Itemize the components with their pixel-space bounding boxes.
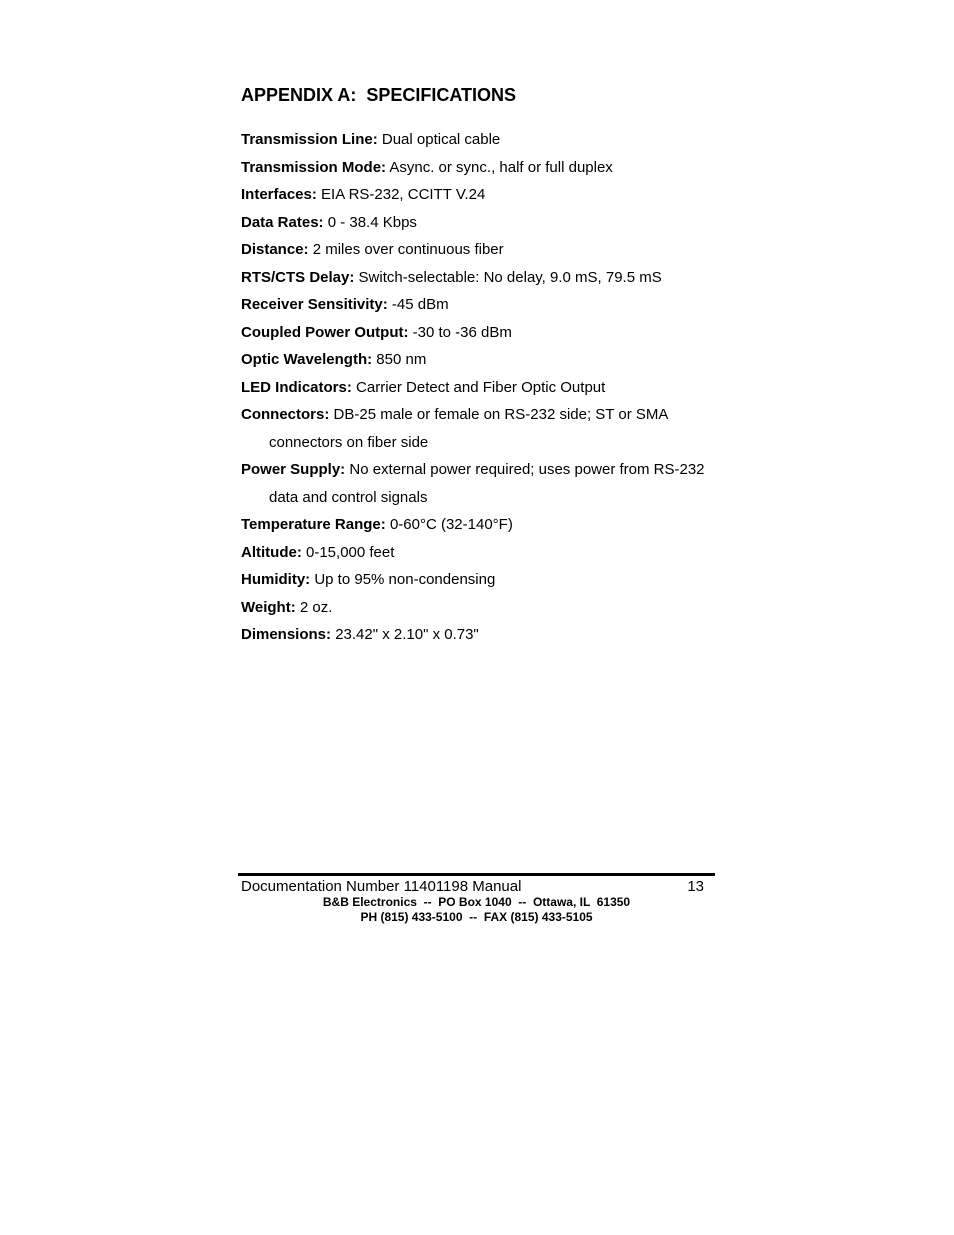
spec-value: 0-15,000 feet: [306, 543, 395, 561]
spec-item: [241, 154, 721, 182]
spec-item: [241, 319, 721, 347]
spec-value: 0 - 38.4 Kbps: [327, 213, 417, 231]
spec-item: [241, 401, 721, 456]
spec-item: [241, 594, 721, 622]
spec-label: Transmission Mode:: [241, 158, 387, 176]
spec-label: Data Rates:: [241, 213, 324, 231]
spec-value: 2 miles over continuous fiber: [312, 241, 504, 258]
spec-label: Altitude:: [241, 543, 302, 561]
spec-item: [241, 566, 721, 594]
spec-label: Optic Wavelength:: [241, 351, 373, 368]
footer-divider: [238, 873, 715, 876]
spec-value: Switch-selectable: No delay, 9.0 mS, 79.5 mS: [358, 268, 662, 286]
spec-label: Receiver Sensitivity:: [241, 296, 388, 313]
spec-item: [241, 264, 721, 292]
spec-label: Humidity:: [241, 571, 311, 588]
spec-item: [241, 236, 721, 264]
footer-phone: PH (815) 433-5100 -- FAX (815) 433-5105: [360, 910, 593, 924]
spec-value: 850 nm: [376, 351, 427, 368]
spec-value: Async. or sync., half or full duplex: [389, 158, 613, 176]
spec-item: [241, 181, 721, 209]
spec-item: [241, 346, 721, 374]
specifications-list: [241, 126, 721, 649]
spec-item: [241, 291, 721, 319]
page-number: 13: [687, 878, 704, 895]
spec-label: Power Supply:: [241, 461, 346, 478]
spec-label: Weight:: [241, 598, 296, 616]
spec-item: [241, 374, 721, 402]
spec-value: -30 to -36 dBm: [412, 323, 512, 341]
spec-label: RTS/CTS Delay:: [241, 268, 355, 286]
spec-item: [241, 539, 721, 567]
page-title: APPENDIX A: SPECIFICATIONS: [241, 85, 517, 105]
spec-value: Carrier Detect and Fiber Optic Output: [356, 378, 606, 396]
footer-doc-number: Documentation Number 11401198 Manual: [241, 878, 522, 895]
spec-value: 2 oz.: [299, 598, 333, 616]
spec-value: Dual optical cable: [381, 131, 501, 148]
spec-label: Dimensions:: [241, 626, 332, 643]
spec-label: Transmission Line:: [241, 131, 378, 148]
spec-label: LED Indicators:: [241, 378, 352, 396]
spec-item: [241, 621, 721, 649]
spec-label: Temperature Range:: [241, 516, 386, 533]
spec-item: [241, 209, 721, 237]
spec-value: No external power required; uses power from RS-232 data and control signals: [269, 461, 705, 506]
spec-label: Coupled Power Output:: [241, 323, 409, 341]
spec-item: [241, 511, 721, 539]
spec-value: EIA RS-232, CCITT V.24: [321, 186, 486, 203]
spec-label: Connectors:: [241, 406, 330, 423]
spec-label: Distance:: [241, 241, 309, 258]
spec-value: 23.42" x 2.10" x 0.73": [335, 626, 479, 643]
spec-value: -45 dBm: [391, 296, 449, 313]
spec-item: [241, 126, 721, 154]
spec-value: DB-25 male or female on RS-232 side; ST or SMA connectors on fiber side: [269, 406, 668, 451]
spec-label: Interfaces:: [241, 186, 317, 203]
footer-address: B&B Electronics -- PO Box 1040 -- Ottawa, IL 61350: [322, 895, 631, 909]
spec-value: 0-60°C (32-140°F): [389, 516, 513, 533]
spec-value: Up to 95% non-condensing: [314, 571, 496, 588]
spec-item: [241, 456, 721, 511]
